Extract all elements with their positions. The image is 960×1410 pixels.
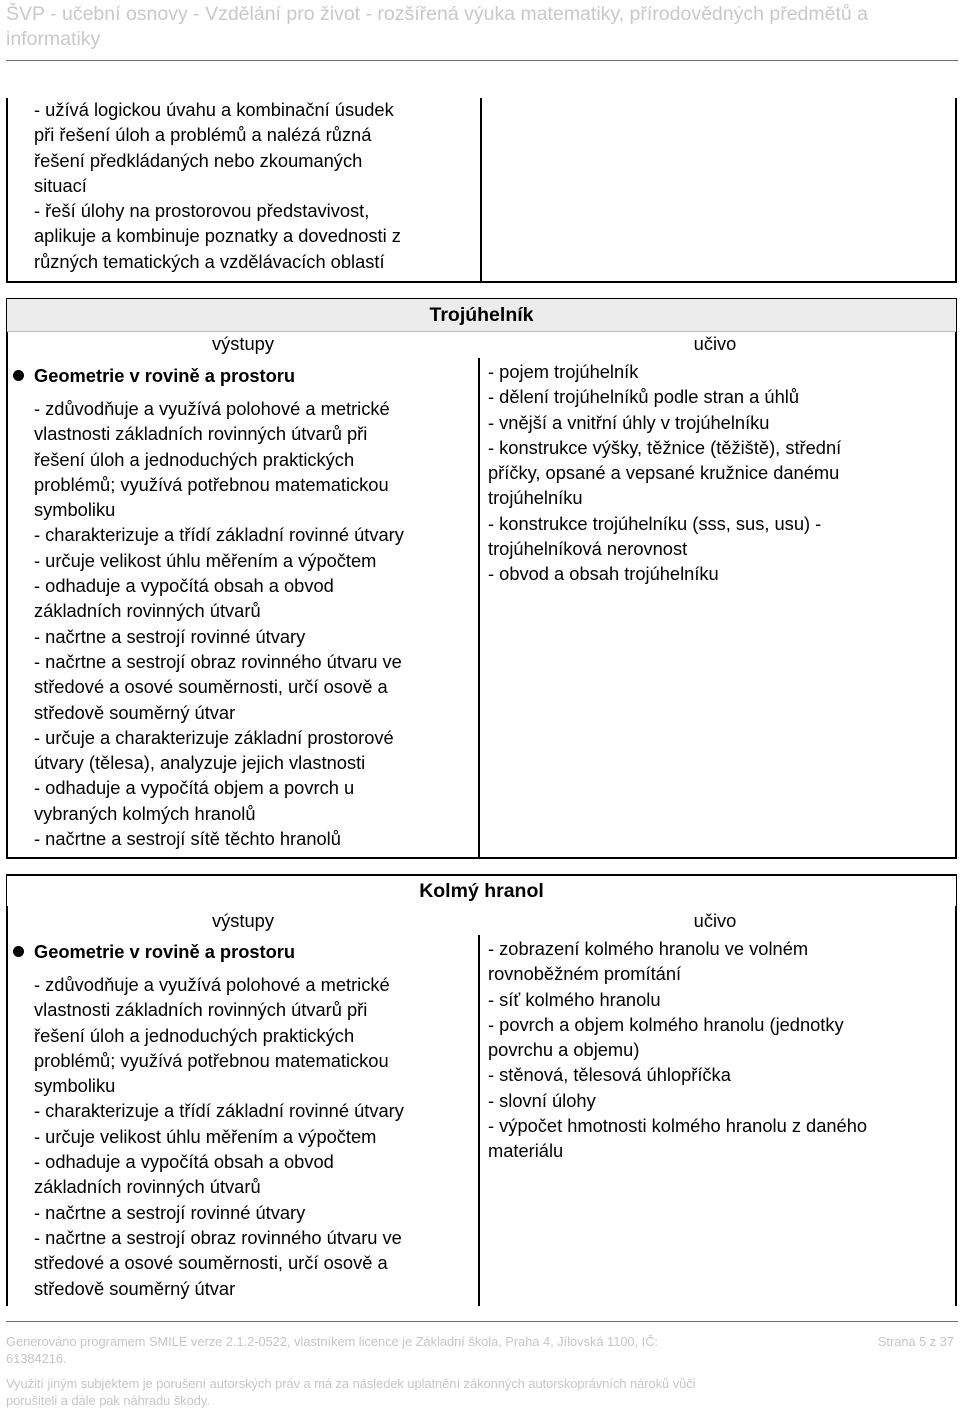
bullet-icon bbox=[13, 946, 24, 957]
header-divider bbox=[6, 60, 958, 61]
content-list: - pojem trojúhelník - dělení trojúhelníků podle stran a úhlů - vnější a vnitřní úhly v trojúhelníku - konstrukce výšky, těžnice (těžiště), střední příčky, opsané a vepsané kružnice danému trojúhelníku - konstrukce trojúhelníku (sss, sus, usu) - trojúhelníková nerovnost - obvod a obsah trojúhelníku bbox=[488, 361, 842, 585]
column-divider bbox=[478, 935, 480, 1306]
bullet-icon bbox=[13, 370, 24, 381]
top-column-divider bbox=[480, 98, 482, 281]
top-outcomes-text: - užívá logickou úvahu a kombinační úsudek při řešení úloh a problémů a nalézá různá řešení předkládaných nebo zkoumaných situací - řeší úlohy na prostorovou představivost, aplikuje a kombinuje poznatky a dovednosti z různých tematických a vzdělávacích oblastí bbox=[34, 99, 401, 272]
section-title: Trojúhelník bbox=[7, 299, 956, 331]
content-header: učivo bbox=[693, 910, 737, 931]
column-divider bbox=[478, 358, 480, 858]
page-number: Strana 5 z 37 bbox=[877, 1334, 954, 1349]
content-header: učivo bbox=[693, 333, 737, 354]
footer-divider bbox=[6, 1321, 958, 1322]
document-header-title: ŠVP - učební osnovy - Vzdělání pro život - rozšířená výuka matematiky, přírodovědných předmětů a informatiky bbox=[6, 3, 869, 50]
outcomes-list: - zdůvodňuje a využívá polohové a metrické vlastnosti základních rovinných útvarů při řešení úloh a jednoduchých praktických problémů; využívá potřebnou matematickou symboliku - charakterizuje a třídí základní rovinné útvary - určuje velikost úhlu měřením a výpočtem - odhaduje a vypočítá obsah a obvod základních rovinných útvarů - načrtne a sestrojí rovinné útvary - načrtne a sestrojí obraz rovinného útvaru ve středové a osové souměrnosti, určí osově a středově souměrný útvar - určuje a charakterizuje základní prostorové útvary (tělesa), analyzuje jejich vlastnosti - odhaduje a vypočítá objem a povrch u vybraných kolmých hranolů - načrtne a sestrojí sítě těchto hranolů bbox=[34, 398, 404, 850]
outcomes-list: - zdůvodňuje a využívá polohové a metrické vlastnosti základních rovinných útvarů při řešení úloh a jednoduchých praktických problémů; využívá potřebnou matematickou symboliku - charakterizuje a třídí základní rovinné útvary - určuje velikost úhlu měřením a výpočtem - odhaduje a vypočítá obsah a obvod základních rovinných útvarů - načrtne a sestrojí rovinné útvary - načrtne a sestrojí obraz rovinného útvaru ve středové a osové souměrnosti, určí osově a středově souměrný útvar bbox=[34, 974, 404, 1299]
content-list: - zobrazení kolmého hranolu ve volném rovnoběžném promítání - síť kolmého hranolu - povrch a objem kolmého hranolu (jednotky povrchu a objemu) - stěnová, tělesová úhlopříčka - slovní úlohy - výpočet hmotnosti kolmého hranolu z daného materiálu bbox=[488, 938, 868, 1162]
outcomes-header: výstupy bbox=[212, 333, 274, 354]
outcomes-header: výstupy bbox=[212, 910, 274, 931]
copyright-notice: Využití jiným subjektem je porušení autorských práv a má za následek uplatnění zákonných autorskoprávních nároků vůči porušiteli a dále pak náhradu škody. bbox=[6, 1376, 696, 1408]
footer-generated-note: Generováno programem SMILE verze 2.1.2-0522, vlastníkem licence je Základní škola, Praha 4, Jílovská 1100, IČ: 61384216. bbox=[6, 1334, 659, 1366]
subject-area-heading: Geometrie v rovině a prostoru bbox=[34, 941, 296, 962]
subject-area-heading: Geometrie v rovině a prostoru bbox=[34, 365, 296, 386]
section-title: Kolmý hranol bbox=[7, 876, 956, 906]
